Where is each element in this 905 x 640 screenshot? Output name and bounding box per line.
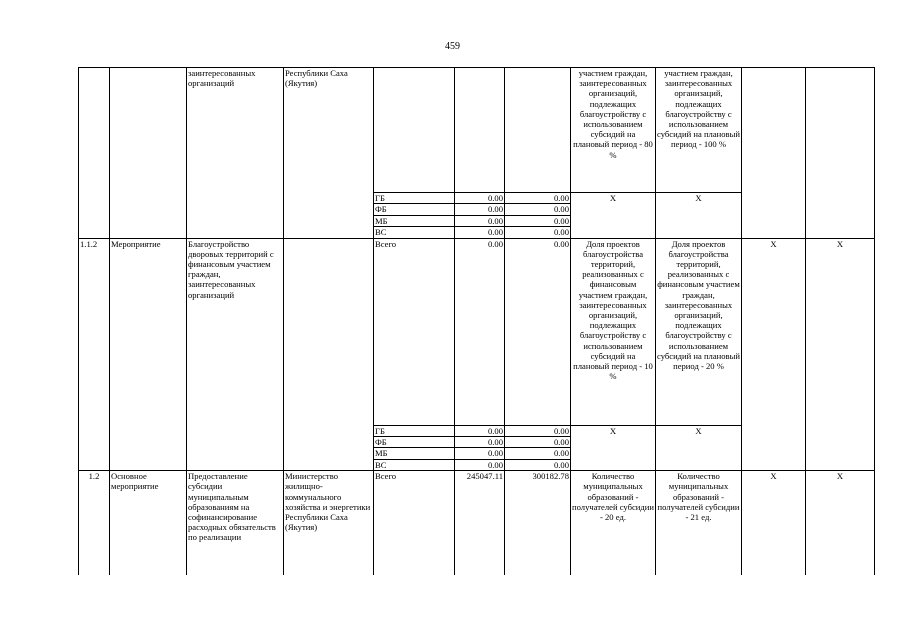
cell-value-2: 0.00	[505, 425, 571, 436]
cell-source: ВС	[374, 227, 455, 238]
cell-num: 1.2	[79, 471, 110, 575]
cell-type	[110, 68, 187, 239]
cell-indicator-1: Доля проектов благоустройства территорий, реализованных с финансовым участием граждан, заинтересованных организаций, подлежащих благоустройству с использованием субсидий на плановый период - 10 %	[571, 238, 656, 425]
cell-value-2: 0.00	[505, 193, 571, 204]
cell-value-2: 300182.78	[505, 471, 571, 575]
cell-value-1: 245047.11	[455, 471, 505, 575]
cell-source: ФБ	[374, 436, 455, 447]
cell-x-2: Х	[656, 425, 742, 471]
cell-num: 1.1.2	[79, 238, 110, 471]
cell-value-2	[505, 68, 571, 193]
cell-value-2: 0.00	[505, 238, 571, 425]
cell-x-2: Х	[656, 193, 742, 239]
cell-indicator-2: участием граждан, заинтересованных организаций, подлежащих благоустройству с использованием субсидий на плановый период - 100 %	[656, 68, 742, 193]
cell-x-3	[742, 68, 806, 239]
cell-value-1: 0.00	[455, 436, 505, 447]
program-table	[78, 67, 875, 575]
cell-value-2: 0.00	[505, 227, 571, 238]
cell-source: МБ	[374, 448, 455, 459]
cell-type: Мероприятие	[110, 238, 187, 471]
cell-x-4: Х	[806, 238, 875, 471]
cell-x-3: Х	[742, 238, 806, 471]
cell-executor: Республики Саха (Якутия)	[284, 68, 374, 239]
cell-source: ВС	[374, 459, 455, 470]
cell-indicator-1: Количество муниципальных образований - получателей субсидии - 20 ед.	[571, 471, 656, 575]
cell-value-1: 0.00	[455, 193, 505, 204]
cell-indicator-2: Доля проектов благоустройства территорий, реализованных с финансовым участием граждан, заинтересованных организаций, подлежащих благоустройству с использованием субсидий на плановый период - 20 %	[656, 238, 742, 425]
cell-source: ГБ	[374, 425, 455, 436]
cell-indicator-1: участием граждан, заинтересованных организаций, подлежащих благоустройству с использованием субсидий на плановый период - 80 %	[571, 68, 656, 193]
cell-x-3: Х	[742, 471, 806, 575]
cell-value-2: 0.00	[505, 448, 571, 459]
cell-value-2: 0.00	[505, 204, 571, 215]
table-row	[79, 68, 875, 193]
cell-value-1: 0.00	[455, 425, 505, 436]
cell-value-1: 0.00	[455, 215, 505, 226]
cell-value-1: 0.00	[455, 448, 505, 459]
cell-source: Всего	[374, 471, 455, 575]
cell-executor: Министерство жилищно-коммунального хозяйства и энергетики Республики Саха (Якутия)	[284, 471, 374, 575]
cell-name: Предоставление субсидии муниципальным образованиям на софинансирование расходных обязательств по реализации	[187, 471, 284, 575]
cell-value-2: 0.00	[505, 459, 571, 470]
cell-value-1: 0.00	[455, 459, 505, 470]
cell-value-1: 0.00	[455, 204, 505, 215]
cell-source	[374, 68, 455, 193]
cell-value-2: 0.00	[505, 215, 571, 226]
cell-type: Основное мероприятие	[110, 471, 187, 575]
table-row	[79, 238, 875, 425]
cell-executor	[284, 238, 374, 471]
cell-name: Благоустройство дворовых территорий с финансовым участием граждан, заинтересованных организаций	[187, 238, 284, 471]
page-number: 459	[445, 41, 460, 52]
table-row	[79, 471, 875, 575]
cell-source: Всего	[374, 238, 455, 425]
cell-source: ГБ	[374, 193, 455, 204]
cell-value-1	[455, 68, 505, 193]
cell-x-1: Х	[571, 425, 656, 471]
cell-x-1: Х	[571, 193, 656, 239]
cell-value-1: 0.00	[455, 227, 505, 238]
cell-name: заинтересованных организаций	[187, 68, 284, 239]
cell-num	[79, 68, 110, 239]
cell-source: ФБ	[374, 204, 455, 215]
cell-value-2: 0.00	[505, 436, 571, 447]
cell-value-1: 0.00	[455, 238, 505, 425]
cell-source: МБ	[374, 215, 455, 226]
cell-indicator-2: Количество муниципальных образований - получателей субсидии - 21 ед.	[656, 471, 742, 575]
cell-x-4	[806, 68, 875, 239]
cell-x-4: Х	[806, 471, 875, 575]
